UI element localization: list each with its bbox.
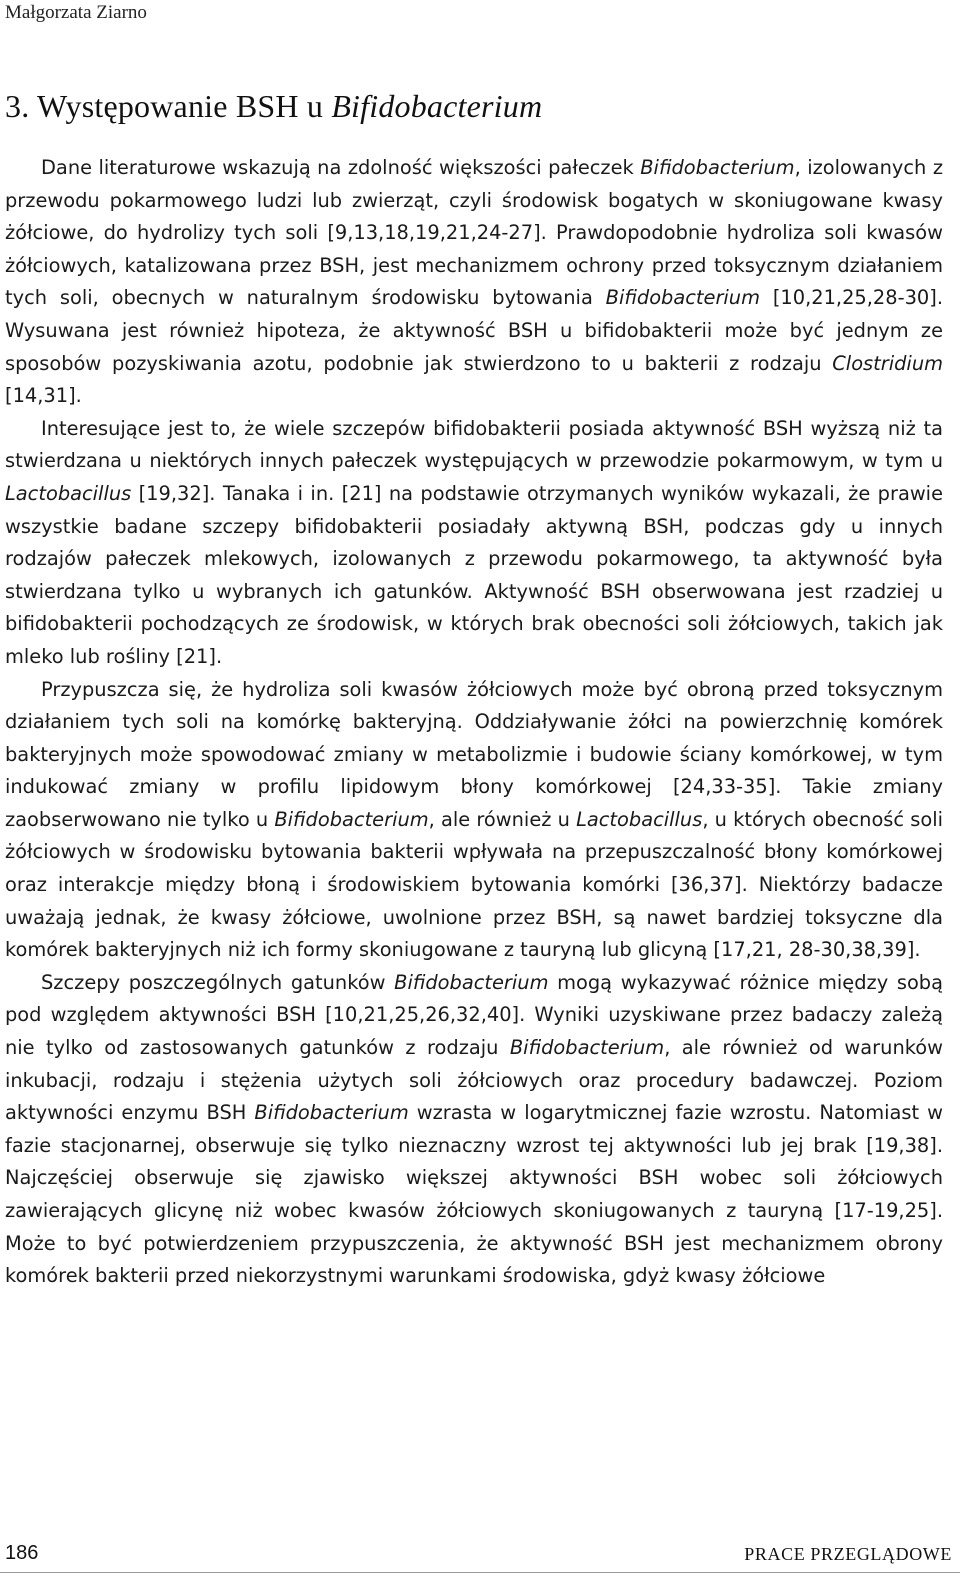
text-run: , ale również od warunków inkubacji, rodzaju i stężenia użytych soli żółciowych oraz procedury badawczej. Poziom aktywności enzymu BSH [5, 1036, 943, 1125]
body-text [5, 152, 943, 1293]
journal-section-label: PRACE PRZEGLĄDOWE [744, 1544, 952, 1564]
paragraph-1 [5, 152, 943, 413]
paragraph-3 [5, 674, 943, 967]
text-run: , ale również u [428, 807, 577, 831]
text-run: mogą wykazywać różnice między sobą pod względem aktywności BSH [10,21,25,26,32,40]. Wyniki uzyskiwane przez badaczy zależą nie tylko od zastosowanych gatunków z rodzaju [5, 970, 943, 1060]
text-run: Interesujące jest to, że wiele szczepów bifidobakterii posiada aktywność BSH wyższą niż ta stwierdzana u niektórych innych pałeczek występujących w przewodzie pokarmowym, w tym u [5, 416, 943, 473]
section-title-text: 3. Występowanie BSH u [5, 88, 332, 124]
text-run: Przypuszcza się, że hydroliza soli kwasów żółciowych może być obroną przed toksycznym działaniem tych soli na komórkę bakteryjną. Oddziaływanie żółci na powierzchnię komórek bakteryjnych może spowodować zmiany w metabolizmie i budowie ściany komórkowej, w tym indukować zmiany w profilu lipidowym błony komórkowej [24,33-35]. Takie zmiany zaobserwowano nie tylko u [5, 677, 943, 831]
italic-term: Bifidobacterium [605, 286, 760, 310]
text-run: [14,31]. [5, 384, 82, 408]
text-run: , izolowanych z przewodu pokarmowego ludzi lub zwierząt, czyli środowisk bogatych w skoniugowane kwasy żółciowe, do hydrolizy tych soli [9,13,18,19,21,24-27]. Prawdopodobnie hydroliza soli kwasów żółciowych, katalizowana przez BSH, jest mechanizmem ochrony przed toksycznym działaniem tych soli, obecnych w naturalnym środowisku bytowania [5, 156, 943, 310]
italic-term: Lactobacillus [576, 807, 703, 831]
paragraph-4 [5, 967, 943, 1293]
section-title-genus: Bifidobacterium [331, 88, 543, 124]
text-run: Szczepy poszczególnych gatunków [41, 970, 395, 994]
italic-term: Lactobacillus [5, 481, 132, 505]
italic-term: Clostridium [832, 351, 943, 375]
footer-rule [0, 1572, 960, 1573]
italic-term: Bifidobacterium [394, 970, 549, 994]
text-run: , u których obecność soli żółciowych w środowisku bytowania bakterii wpływała na przepuszczalność błony komórkowej oraz interakcje między błoną i środowiskiem bytowania komórki [36,37]. Niektórzy badacze uważają jednak, że kwasy żółciowe, uwolnione przez BSH, są nawet bardziej toksyczne dla komórek bakteryjnych niż ich formy skoniugowane z tauryną lub glicyną [17,21, 28-30,38,39]. [5, 807, 943, 962]
paragraph-2 [5, 413, 943, 674]
text-run: [19,32]. Tanaka i in. [21] na podstawie otrzymanych wyników wykazali, że prawie wszystkie badane szczepy bifidobakterii posiadały aktywną BSH, podczas gdy u innych rodzajów pałeczek mlekowych, izolowanych z przewodu pokarmowego, ta aktywność była stwierdzana tylko u wybranych ich gatunków. Aktywność BSH obserwowana jest rzadziej u bifidobakterii pochodzących ze środowisk, w których brak obecności soli żółciowych, takich jak mleko lub rośliny [21]. [5, 481, 943, 668]
text-run: wzrasta w logarytmicznej fazie wzrostu. Natomiast w fazie stacjonarnej, obserwuje się tylko nieznaczny wzrost tej aktywności lub jej brak [19,38]. Najczęściej obserwuje się zjawisko większej aktywności BSH wobec soli żółciowych zawierających glicynę niż wobec kwasów żółciowych skoniugowanych z tauryną [17-19,25]. Może to być potwierdzeniem przypuszczenia, że aktywność BSH jest mechanizmem obrony komórek bakterii przed niekorzystnymi warunkami środowiska, gdyż kwasy żółciowe [5, 1101, 943, 1288]
italic-term: Bifidobacterium [640, 156, 795, 179]
italic-term: Bifidobacterium [274, 807, 429, 831]
text-run: Dane literaturowe wskazują na zdolność większości pałeczek [41, 156, 641, 179]
running-head-author: Małgorzata Ziarno [5, 2, 147, 23]
italic-term: Bifidobacterium [254, 1101, 409, 1125]
italic-term: Bifidobacterium [509, 1036, 665, 1060]
text-run: [10,21,25,28-30]. Wysuwana jest również hipoteza, że aktywność BSH u bifidobakterii może być jednym ze sposobów pozyskiwania azotu, podobnie jak stwierdzono to u bakterii z rodzaju [5, 286, 943, 375]
section-title [5, 88, 542, 125]
page-number: 186 [5, 1542, 39, 1564]
